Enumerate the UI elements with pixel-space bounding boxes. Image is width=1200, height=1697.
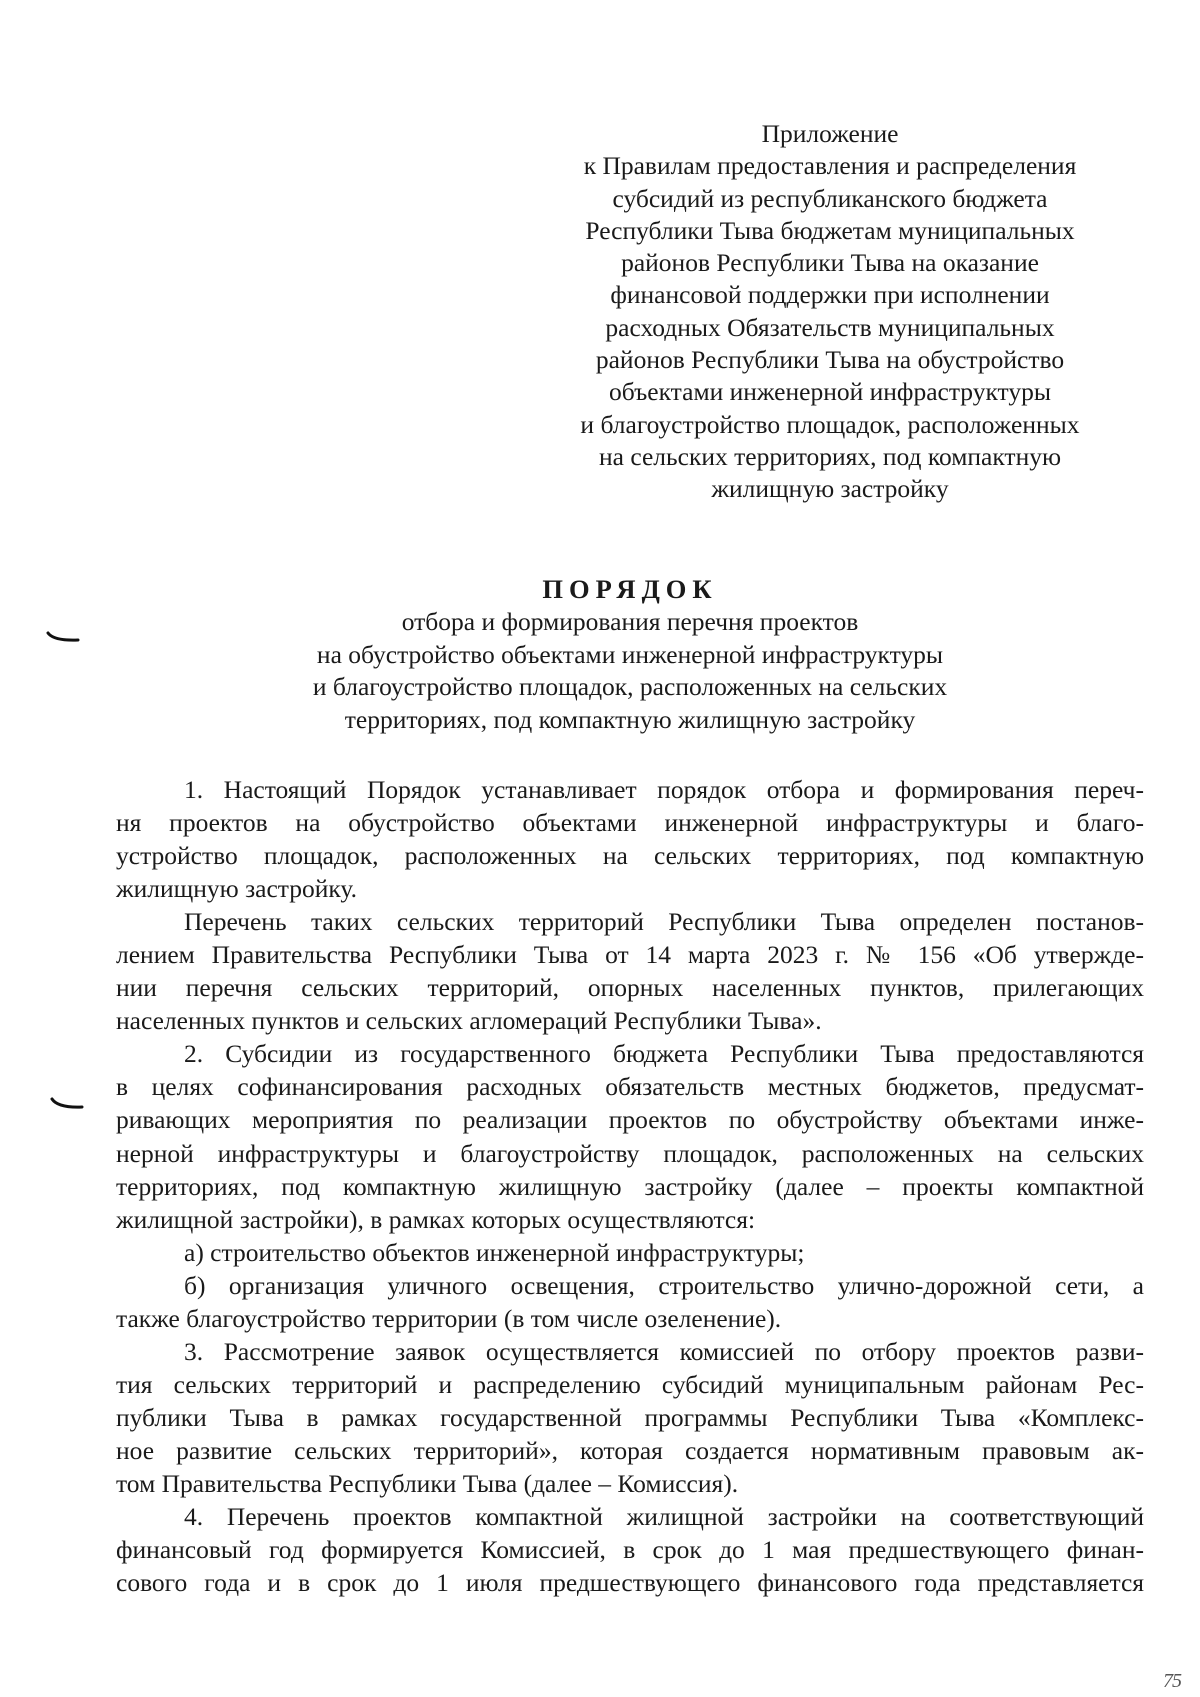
body-line: финансовый год формируется Комиссией, в срок до 1 мая предшествующего финан-: [116, 1535, 1144, 1565]
body-line: нерной инфраструктуры и благоустройству площадок, расположенных на сельских: [116, 1138, 1144, 1168]
appendix-line: к Правилам предоставления и распределения: [583, 151, 1077, 181]
document-subtitle: [150, 606, 1110, 736]
subtitle-line: на обустройство объектами инженерной инфраструктуры: [316, 639, 944, 669]
document-title: ПОРЯДОК: [542, 574, 718, 604]
appendix-line: Приложение: [761, 119, 899, 148]
appendix-line: расходных Обязательств муниципальных: [605, 312, 1055, 342]
appendix-line: районов Республики Тыва на обустройство: [595, 345, 1065, 375]
subtitle-line: отбора и формирования перечня проектов: [401, 607, 859, 636]
body-line: тия сельских территорий и распределению субсидий муниципальным районам Рес-: [116, 1369, 1144, 1399]
body-line: нии перечня сельских территорий, опорных населенных пунктов, прилегающих: [116, 973, 1144, 1003]
appendix-line: субсидий из республиканского бюджета: [612, 183, 1048, 213]
appendix-header: [545, 118, 1115, 506]
body-line: а) строительство объектов инженерной инфраструктуры;: [184, 1237, 805, 1267]
body-line: также благоустройство территории (в том числе озеленение).: [116, 1303, 782, 1333]
body-line: 4. Перечень проектов компактной жилищной застройки на соответствующий: [184, 1502, 1144, 1532]
appendix-line: Республики Тыва бюджетам муниципальных: [585, 215, 1075, 245]
body-line: жилищной застройки), в рамках которых осуществляются:: [116, 1204, 756, 1234]
scan-margin-mark: [46, 630, 80, 644]
scan-margin-mark-shape: [50, 1097, 84, 1111]
body-line: ное развитие сельских территорий», которая создается нормативным правовым ак-: [116, 1435, 1144, 1465]
body-line: сового года и в срок до 1 июля предшествующего финансового года представляется: [116, 1568, 1144, 1598]
appendix-line: жилищную застройку: [711, 474, 949, 504]
subtitle-line: территориях, под компактную жилищную застройку: [344, 704, 916, 734]
body-line: жилищную застройку.: [116, 874, 358, 904]
scan-margin-mark: [50, 1097, 84, 1111]
body-line: населенных пунктов и сельских агломераций Республики Тыва».: [116, 1006, 822, 1036]
subtitle-line: и благоустройство площадок, расположенных на сельских: [312, 672, 948, 701]
body-line: в целях софинансирования расходных обязательств местных бюджетов, предусмат-: [116, 1072, 1144, 1102]
body-line: публики Тыва в рамках государственной программы Республики Тыва «Комплекс-: [116, 1402, 1144, 1432]
appendix-line: объектами инженерной инфраструктуры: [609, 377, 1051, 407]
body-line: Перечень таких сельских территорий Республики Тыва определен постанов-: [184, 907, 1144, 937]
appendix-line: финансовой поддержки при исполнении: [610, 280, 1050, 310]
document-title-block: [150, 572, 1110, 736]
document-body: [116, 773, 1144, 1599]
scan-margin-mark-shape: [46, 630, 80, 644]
body-line: б) организация уличного освещения, строительство улично-дорожной сети, а: [184, 1270, 1144, 1300]
body-line: лением Правительства Республики Тыва от 14 марта 2023 г. № 156 «Об утвержде-: [116, 940, 1144, 970]
body-line: ня проектов на обустройство объектами инженерной инфраструктуры и благо-: [116, 808, 1144, 838]
body-line: территориях, под компактную жилищную застройку (далее – проекты компактной: [116, 1171, 1144, 1201]
appendix-line: районов Республики Тыва на оказание: [621, 248, 1039, 278]
body-line: 1. Настоящий Порядок устанавливает порядок отбора и формирования переч-: [184, 775, 1144, 804]
appendix-line: на сельских территориях, под компактную: [598, 441, 1062, 471]
body-line: том Правительства Республики Тыва (далее – Комиссия).: [116, 1468, 739, 1498]
body-line: устройство площадок, расположенных на сельских территориях, под компактную: [116, 841, 1144, 871]
appendix-line: и благоустройство площадок, расположенных: [580, 409, 1080, 439]
page-number: 75: [1163, 1670, 1181, 1692]
body-line: 3. Рассмотрение заявок осуществляется комиссией по отбору проектов разви-: [184, 1336, 1144, 1366]
body-line: ривающих мероприятия по реализации проектов по обустройству объектами инже-: [116, 1105, 1144, 1135]
body-line: 2. Субсидии из государственного бюджета Республики Тыва предоставляются: [184, 1039, 1144, 1069]
